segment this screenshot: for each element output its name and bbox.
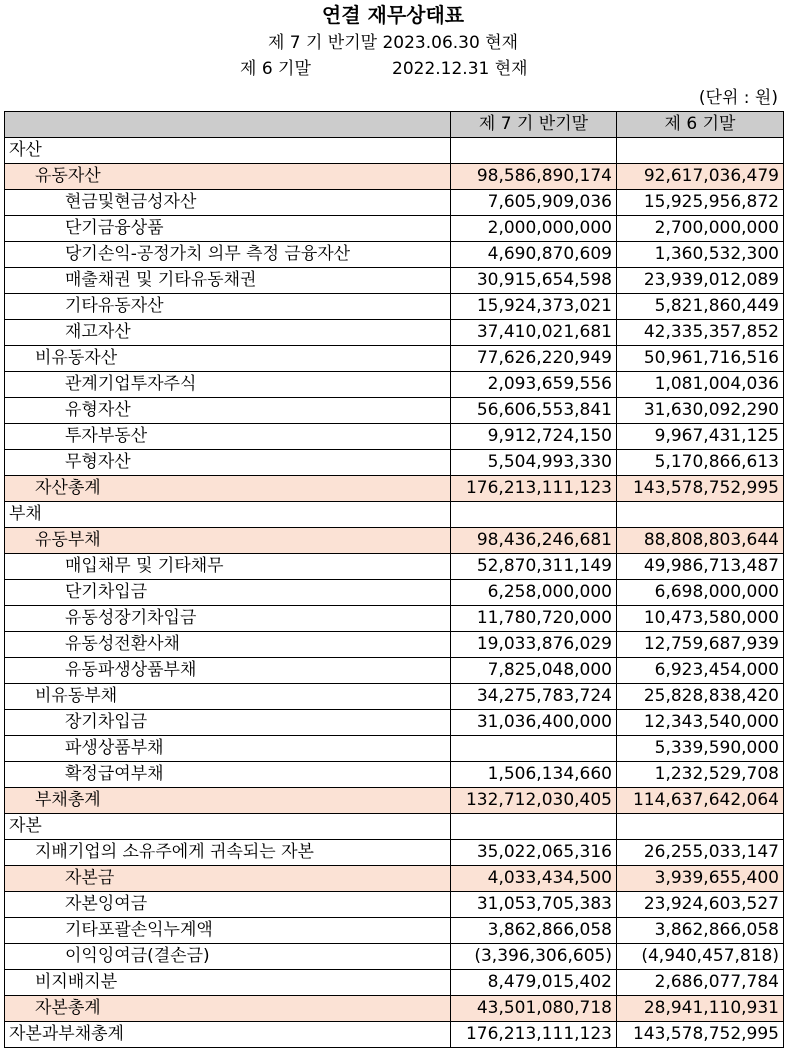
row-label: 자산총계 bbox=[5, 476, 451, 502]
table-row bbox=[5, 242, 784, 268]
row-current-value: 132,712,030,405 bbox=[451, 788, 617, 814]
row-current-value: 4,690,870,609 bbox=[451, 242, 617, 268]
row-prior-value: 6,923,454,000 bbox=[617, 658, 784, 684]
row-current-value: 7,825,048,000 bbox=[451, 658, 617, 684]
table-row bbox=[5, 840, 784, 866]
row-prior-value: 1,360,532,300 bbox=[617, 242, 784, 268]
unit-label: (단위 : 원) bbox=[698, 88, 778, 108]
table-row bbox=[5, 138, 784, 164]
row-label: 자본 bbox=[5, 814, 451, 840]
row-current-value: 8,479,015,402 bbox=[451, 970, 617, 996]
table-row bbox=[5, 814, 784, 840]
row-prior-value: 143,578,752,995 bbox=[617, 476, 784, 502]
table-row bbox=[5, 658, 784, 684]
table-header-row bbox=[5, 112, 784, 138]
row-current-value: 43,501,080,718 bbox=[451, 996, 617, 1022]
table-row bbox=[5, 762, 784, 788]
row-prior-value: 23,924,603,527 bbox=[617, 892, 784, 918]
row-prior-value: 88,808,803,644 bbox=[617, 528, 784, 554]
row-prior-value: 6,698,000,000 bbox=[617, 580, 784, 606]
row-label: 단기차입금 bbox=[5, 580, 451, 606]
row-label: 자산 bbox=[5, 138, 451, 164]
row-label: 이익잉여금(결손금) bbox=[5, 944, 451, 970]
header-prior-period: 제 6 기말 bbox=[617, 112, 784, 138]
table-row bbox=[5, 580, 784, 606]
row-label: 현금및현금성자산 bbox=[5, 190, 451, 216]
table-row bbox=[5, 892, 784, 918]
row-current-value: 31,036,400,000 bbox=[451, 710, 617, 736]
row-current-value: 30,915,654,598 bbox=[451, 268, 617, 294]
table-row bbox=[5, 528, 784, 554]
row-label: 유동부채 bbox=[5, 528, 451, 554]
table-row bbox=[5, 164, 784, 190]
table-row bbox=[5, 918, 784, 944]
row-current-value: 2,000,000,000 bbox=[451, 216, 617, 242]
row-label: 자본총계 bbox=[5, 996, 451, 1022]
row-prior-value bbox=[617, 138, 784, 164]
row-current-value: 98,436,246,681 bbox=[451, 528, 617, 554]
row-label: 투자부동산 bbox=[5, 424, 451, 450]
row-prior-value: 5,821,860,449 bbox=[617, 294, 784, 320]
row-prior-value bbox=[617, 814, 784, 840]
row-prior-value: 92,617,036,479 bbox=[617, 164, 784, 190]
table-row bbox=[5, 606, 784, 632]
row-prior-value: 23,939,012,089 bbox=[617, 268, 784, 294]
table-row bbox=[5, 710, 784, 736]
current-period-line: 제 7 기 반기말 2023.06.30 현재 bbox=[267, 33, 519, 53]
row-label: 매입채무 및 기타채무 bbox=[5, 554, 451, 580]
row-current-value: 15,924,373,021 bbox=[451, 294, 617, 320]
row-label: 유동성전환사채 bbox=[5, 632, 451, 658]
table-row bbox=[5, 1022, 784, 1048]
row-current-value: 3,862,866,058 bbox=[451, 918, 617, 944]
row-label: 무형자산 bbox=[5, 450, 451, 476]
table-row bbox=[5, 996, 784, 1022]
table-row bbox=[5, 632, 784, 658]
header-current-period: 제 7 기 반기말 bbox=[451, 112, 617, 138]
row-label: 확정급여부채 bbox=[5, 762, 451, 788]
row-current-value: 176,213,111,123 bbox=[451, 476, 617, 502]
row-prior-value: 26,255,033,147 bbox=[617, 840, 784, 866]
row-prior-value: (4,940,457,818) bbox=[617, 944, 784, 970]
row-current-value: 56,606,553,841 bbox=[451, 398, 617, 424]
table-row bbox=[5, 372, 784, 398]
table-row bbox=[5, 788, 784, 814]
table-row bbox=[5, 476, 784, 502]
table-row bbox=[5, 398, 784, 424]
row-label: 관계기업투자주식 bbox=[5, 372, 451, 398]
table-row bbox=[5, 346, 784, 372]
table-body bbox=[5, 138, 784, 1048]
row-current-value bbox=[451, 736, 617, 762]
row-current-value: 77,626,220,949 bbox=[451, 346, 617, 372]
row-current-value bbox=[451, 138, 617, 164]
row-current-value: 6,258,000,000 bbox=[451, 580, 617, 606]
row-current-value bbox=[451, 502, 617, 528]
row-label: 기타포괄손익누계액 bbox=[5, 918, 451, 944]
balance-sheet-table bbox=[4, 111, 784, 1048]
row-prior-value: 3,939,655,400 bbox=[617, 866, 784, 892]
row-label: 자본과부채총계 bbox=[5, 1022, 451, 1048]
table-row bbox=[5, 866, 784, 892]
prior-period-date: 2022.12.31 현재 bbox=[392, 59, 528, 79]
row-current-value: (3,396,306,605) bbox=[451, 944, 617, 970]
row-prior-value: 12,343,540,000 bbox=[617, 710, 784, 736]
row-prior-value: 143,578,752,995 bbox=[617, 1022, 784, 1048]
table-row bbox=[5, 736, 784, 762]
table-row bbox=[5, 294, 784, 320]
row-label: 부채총계 bbox=[5, 788, 451, 814]
row-label: 비유동부채 bbox=[5, 684, 451, 710]
row-current-value: 1,506,134,660 bbox=[451, 762, 617, 788]
row-label: 단기금융상품 bbox=[5, 216, 451, 242]
row-label: 유형자산 bbox=[5, 398, 451, 424]
row-current-value: 5,504,993,330 bbox=[451, 450, 617, 476]
table-row bbox=[5, 190, 784, 216]
row-prior-value: 12,759,687,939 bbox=[617, 632, 784, 658]
row-label: 부채 bbox=[5, 502, 451, 528]
row-current-value: 52,870,311,149 bbox=[451, 554, 617, 580]
statement-title: 연결 재무상태표 bbox=[321, 3, 465, 27]
table-row bbox=[5, 684, 784, 710]
row-label: 비유동자산 bbox=[5, 346, 451, 372]
row-label: 자본잉여금 bbox=[5, 892, 451, 918]
row-prior-value: 5,339,590,000 bbox=[617, 736, 784, 762]
row-current-value: 9,912,724,150 bbox=[451, 424, 617, 450]
table-row bbox=[5, 424, 784, 450]
row-prior-value: 2,700,000,000 bbox=[617, 216, 784, 242]
row-label: 지배기업의 소유주에게 귀속되는 자본 bbox=[5, 840, 451, 866]
row-prior-value: 9,967,431,125 bbox=[617, 424, 784, 450]
row-current-value: 31,053,705,383 bbox=[451, 892, 617, 918]
prior-period-label: 제 6 기말 bbox=[240, 59, 311, 79]
row-current-value: 11,780,720,000 bbox=[451, 606, 617, 632]
table-row bbox=[5, 970, 784, 996]
row-prior-value bbox=[617, 502, 784, 528]
row-prior-value: 10,473,580,000 bbox=[617, 606, 784, 632]
row-label: 파생상품부채 bbox=[5, 736, 451, 762]
row-prior-value: 1,232,529,708 bbox=[617, 762, 784, 788]
header-item bbox=[5, 112, 451, 138]
row-prior-value: 15,925,956,872 bbox=[617, 190, 784, 216]
row-label: 유동자산 bbox=[5, 164, 451, 190]
table-row bbox=[5, 554, 784, 580]
row-label: 유동성장기차입금 bbox=[5, 606, 451, 632]
row-prior-value: 1,081,004,036 bbox=[617, 372, 784, 398]
table-row bbox=[5, 216, 784, 242]
row-label: 매출채권 및 기타유동채권 bbox=[5, 268, 451, 294]
row-label: 유동파생상품부채 bbox=[5, 658, 451, 684]
row-current-value: 37,410,021,681 bbox=[451, 320, 617, 346]
row-label: 비지배지분 bbox=[5, 970, 451, 996]
row-prior-value: 50,961,716,516 bbox=[617, 346, 784, 372]
table-row bbox=[5, 320, 784, 346]
row-label: 자본금 bbox=[5, 866, 451, 892]
row-current-value: 19,033,876,029 bbox=[451, 632, 617, 658]
row-prior-value: 2,686,077,784 bbox=[617, 970, 784, 996]
row-prior-value: 42,335,357,852 bbox=[617, 320, 784, 346]
row-prior-value: 31,630,092,290 bbox=[617, 398, 784, 424]
row-label: 장기차입금 bbox=[5, 710, 451, 736]
row-current-value: 98,586,890,174 bbox=[451, 164, 617, 190]
row-current-value: 2,093,659,556 bbox=[451, 372, 617, 398]
row-current-value: 35,022,065,316 bbox=[451, 840, 617, 866]
row-label: 기타유동자산 bbox=[5, 294, 451, 320]
row-prior-value: 49,986,713,487 bbox=[617, 554, 784, 580]
table-row bbox=[5, 268, 784, 294]
row-current-value: 34,275,783,724 bbox=[451, 684, 617, 710]
row-current-value bbox=[451, 814, 617, 840]
row-label: 재고자산 bbox=[5, 320, 451, 346]
row-prior-value: 114,637,642,064 bbox=[617, 788, 784, 814]
table-row bbox=[5, 502, 784, 528]
row-prior-value: 25,828,838,420 bbox=[617, 684, 784, 710]
row-prior-value: 28,941,110,931 bbox=[617, 996, 784, 1022]
row-prior-value: 3,862,866,058 bbox=[617, 918, 784, 944]
row-current-value: 4,033,434,500 bbox=[451, 866, 617, 892]
table-row bbox=[5, 450, 784, 476]
row-current-value: 176,213,111,123 bbox=[451, 1022, 617, 1048]
row-label: 당기손익-공정가치 의무 측정 금융자산 bbox=[5, 242, 451, 268]
row-current-value: 7,605,909,036 bbox=[451, 190, 617, 216]
table-row bbox=[5, 944, 784, 970]
row-prior-value: 5,170,866,613 bbox=[617, 450, 784, 476]
